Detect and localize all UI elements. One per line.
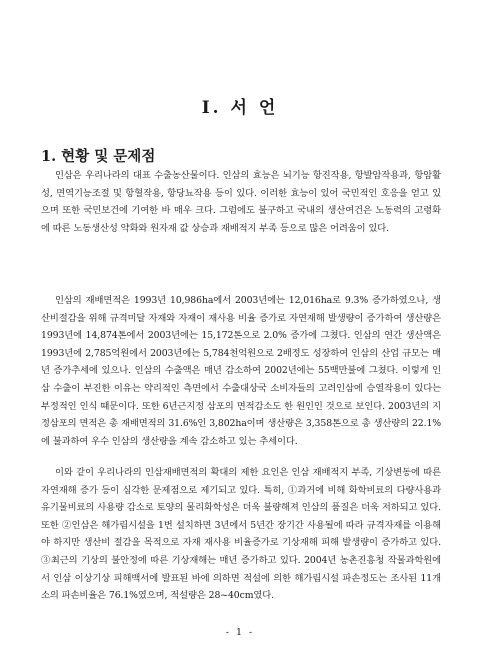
paragraph-1: 인삼은 우리나라의 대표 수출농산물이다. 인삼의 효능은 뇌기능 항진작용, 항발암작용과, 항암활성, 면역기능조절 및 항혈작용, 항당뇨작용 등이 있다. 이러한 효능이 있어 국민적인 호응을 얻고 있으며 또한 국민보건에 기여한 바 매우 크다. 그럼에도 불구하고 국내의 생산여건은 노동력의 고령화에 따른 노동생산성 약화와 원자재 값 상승과 재배적지 부족 등으로 많은 어려움이 있다. [41, 170, 441, 234]
paragraph-2: 인삼의 재배면적은 1993년 10,986ha에서 2003년에는 12,016ha로 9.3% 증가하였으나, 생산비절감을 위해 규격미달 자재와 자재이 재사용 비율 증가로 자연재해 발생량이 증가하여 생산량은 1993년에 14,874톤에서 2003년에는 15,172톤으로 2.0% 증가에 그쳤다. 인삼의 연간 생산액은 1993년에 2,785억원에서 2003년에는 5,784천억원으로 2배정도 성장하여 인삼의 산업 규모는 매년 증가추세에 있으나. 인삼의 수출액은 매년 감소하여 2002년에는 55백만불에 그쳤다. 이렇게 인삼 수출이 부진한 이유는 약리적인 측면에서 수출대상국 소비자들의 고려인삼에 승열작용이 있다는 부정적인 인식 때문이다. 또한 6년근지정 삼포의 면적감소도 한 원인인 것으로 보인다. 2003년의 지정삼포의 면적은 총 재배면적의 31.6%인 3,802ha이며 생산량은 3,358톤으로 총 생산량의 22.1%에 불과하여 우수 인삼의 생산량을 계속 감소하고 있는 추세이다. [41, 295, 441, 447]
page-number: - 1 - [225, 627, 255, 638]
paragraph-3: 이와 같이 우리나라의 인삼재배면적의 확대의 제한 요인은 인삼 재배적지 부족, 기상변동에 따른 자연재해 증가 등이 심각한 문제점으로 제기되고 있다. 특히, ①과거에 비해 화학비료의 다량사용과 유기물비료의 사용량 감소로 토양의 물리화학성은 더욱 불량해져 인삼의 품질은 더욱 저하되고 있다. 또한 ②인삼은 해가림시설을 1번 설치하면 3년에서 5년간 장기간 사용될에 따라 규격자재를 이용해야 하지만 생산비 절감을 목적으로 자재 재사용 비율증가로 기상재해 피해 발생량이 증가하고 있다. ③최근의 기상의 불안정에 따른 기상재해는 매년 증가하고 있다. 2004년 농촌진흥청 작물과학원에서 인삼 이상기상 피해백서에 발표된 바에 의하면 적설에 의한 해가림시설 파손정도는 조사된 11개소의 파손비율은 76.1%였으며, 적설량은 28~40cm였다. [41, 467, 441, 602]
section-title: 1. 현황 및 문제점 [41, 148, 156, 165]
chapter-title: Ⅰ. 서 언 [201, 98, 279, 118]
